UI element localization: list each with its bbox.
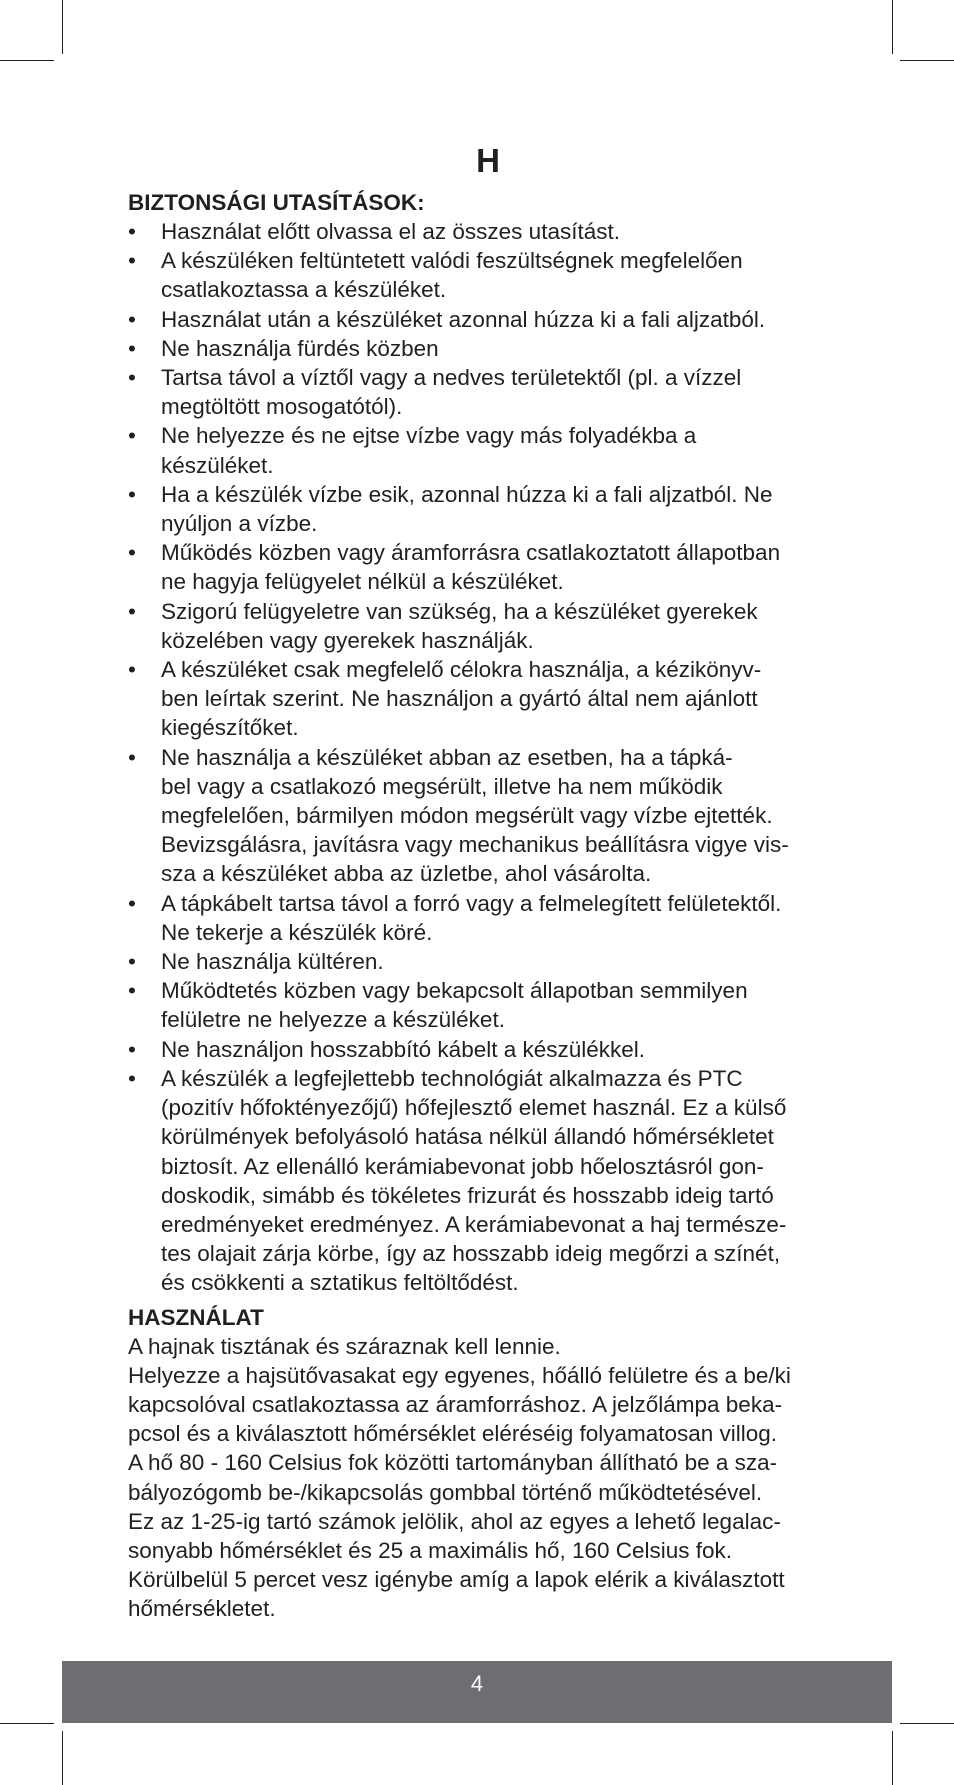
usage-line: sonyabb hőmérséklet és 25 a maximális hő, 160 Celsius fok.	[128, 1537, 733, 1563]
usage-paragraph	[128, 1332, 828, 1624]
usage-line: Körülbelül 5 percet vesz igénybe amíg a lapok elérik a kiválasztott	[128, 1567, 785, 1593]
safety-item-line: Működtetés közben vagy bekapcsolt állapotban semmilyen	[161, 978, 748, 1004]
safety-list-item	[128, 1035, 828, 1064]
usage-line: pcsol és a kiválasztott hőmérséklet eléréséig folyamatosan villog.	[128, 1421, 778, 1447]
safety-item-line: A készüléket csak megfelelő célokra használja, a kézikönyv-	[161, 657, 762, 683]
usage-line: A hajnak tisztának és száraznak kell lennie.	[128, 1333, 561, 1359]
bullet-icon: •	[128, 423, 136, 449]
bullet-icon: •	[128, 335, 136, 361]
page-footer	[62, 1661, 892, 1723]
safety-list-item	[128, 421, 828, 479]
safety-item-line: (pozitív hőfoktényezőjű) hőfejlesztő elemet használ. Ez a külső	[161, 1095, 787, 1121]
safety-list-item	[128, 743, 828, 889]
safety-item-line: A készüléken feltüntetett valódi feszültségnek megfelelően	[161, 248, 743, 274]
safety-list-item	[128, 538, 828, 596]
safety-item-line: és csökkenti a sztatikus feltöltődést.	[161, 1270, 519, 1296]
safety-item-line: Ne használja a készüléket abban az esetben, ha a tápká-	[161, 744, 733, 770]
usage-line: Helyezze a hajsütővasakat egy egyenes, hőálló felületre és a be/ki	[128, 1362, 791, 1388]
crop-mark	[892, 0, 893, 54]
crop-mark	[62, 1731, 63, 1785]
safety-item-line: csatlakoztassa a készüléket.	[161, 277, 447, 303]
safety-list-item	[128, 947, 828, 976]
crop-mark	[892, 1731, 893, 1785]
usage-line: kapcsolóval csatlakoztassa az áramforráshoz. A jelzőlámpa beka-	[128, 1391, 783, 1417]
safety-list-item	[128, 655, 828, 743]
safety-item-line: nyúljon a vízbe.	[161, 511, 318, 537]
safety-list-item	[128, 246, 828, 304]
page-number: 4	[470, 1671, 484, 1696]
safety-item-line: közelében vagy gyerekek használják.	[161, 627, 534, 653]
safety-item-line: Ha a készülék vízbe esik, azonnal húzza ki a fali aljzatból. Ne	[161, 481, 773, 507]
safety-item-line: Használat után a készüléket azonnal húzza ki a fali aljzatból.	[161, 306, 766, 332]
safety-item-line: ne hagyja felügyelet nélkül a készüléket.	[161, 569, 564, 595]
safety-item-line: körülmények befolyásoló hatása nélkül állandó hőmérsékletet	[161, 1124, 774, 1150]
bullet-icon: •	[128, 219, 136, 244]
safety-item-line: felületre ne helyezze a készüléket.	[161, 1007, 505, 1033]
crop-mark	[0, 1723, 54, 1724]
safety-list-item	[128, 363, 828, 421]
bullet-icon: •	[128, 949, 136, 975]
safety-item-line: doskodik, simább és tökéletes frizurát és hosszabb ideig tartó	[161, 1182, 774, 1208]
safety-list-item	[128, 597, 828, 655]
bullet-icon: •	[128, 657, 136, 683]
safety-list-item	[128, 217, 828, 246]
bullet-icon: •	[128, 540, 136, 566]
crop-mark	[62, 0, 63, 54]
safety-item-line: A készülék a legfejlettebb technológiát alkalmazza és PTC	[161, 1065, 743, 1091]
usage-line: Ez az 1-25-ig tartó számok jelölik, ahol az egyes a lehető legalac-	[128, 1508, 781, 1534]
bullet-icon: •	[128, 365, 136, 391]
safety-item-line: A tápkábelt tartsa távol a forró vagy a felmelegített felületektől.	[161, 890, 782, 916]
safety-list-item	[128, 305, 828, 334]
safety-item-line: készüléket.	[161, 452, 274, 478]
safety-item-line: tes olajait zárja körbe, így az hosszabb ideig megőrzi a színét,	[161, 1241, 781, 1267]
safety-item-line: Ne helyezze és ne ejtse vízbe vagy más folyadékba a	[161, 423, 697, 449]
safety-list-item	[128, 1064, 828, 1298]
crop-mark	[900, 60, 954, 61]
usage-line: A hő 80 - 160 Celsius fok közötti tartományban állítható be a sza-	[128, 1450, 778, 1476]
safety-list-item	[128, 334, 828, 363]
bullet-icon: •	[128, 248, 136, 274]
bullet-icon: •	[128, 598, 136, 624]
safety-list-item	[128, 480, 828, 538]
safety-item-line: Ne használja fürdés közben	[161, 335, 439, 361]
safety-list-item	[128, 889, 828, 947]
usage-line: bályozógomb be-/kikapcsolás gombbal történő működtetésével.	[128, 1479, 763, 1505]
bullet-icon: •	[128, 1065, 136, 1091]
safety-item-line: Ne használjon hosszabbító kábelt a készülékkel.	[161, 1036, 646, 1062]
safety-item-line: sza a készüléket abba az üzletbe, ahol vásárolta.	[161, 861, 652, 887]
safety-item-line: Ne használja kültéren.	[161, 949, 384, 975]
crop-mark	[0, 60, 54, 61]
safety-item-line: Tartsa távol a víztől vagy a nedves területektől (pl. a vízzel	[161, 365, 742, 391]
page-content	[128, 134, 828, 1624]
safety-item-line: Működés közben vagy áramforrásra csatlakoztatott állapotban	[161, 540, 781, 566]
bullet-icon: •	[128, 744, 136, 770]
usage-heading: HASZNÁLAT	[128, 1304, 264, 1330]
safety-item-line: kiegészítőket.	[161, 715, 299, 741]
safety-item-line: Szigorú felügyeletre van szükség, ha a készüléket gyerekek	[161, 598, 758, 624]
safety-item-line: bel vagy a csatlakozó megsérült, illetve ha nem működik	[161, 773, 723, 799]
safety-list-item	[128, 976, 828, 1034]
safety-item-line: Bevizsgálásra, javításra vagy mechanikus beállításra vigye vis-	[161, 832, 789, 858]
bullet-icon: •	[128, 890, 136, 916]
safety-heading: BIZTONSÁGI UTASÍTÁSOK:	[128, 190, 425, 215]
safety-item-line: Használat előtt olvassa el az összes utasítást.	[161, 219, 620, 244]
safety-instructions-list	[128, 217, 828, 1298]
usage-line: hőmérsékletet.	[128, 1596, 276, 1622]
language-marker: H	[476, 142, 500, 179]
safety-item-line: ben leírtak szerint. Ne használjon a gyártó által nem ajánlott	[161, 686, 758, 712]
crop-mark	[900, 1723, 954, 1724]
safety-item-line: eredményeket eredményez. A kerámiabevonat a haj természe-	[161, 1211, 787, 1237]
bullet-icon: •	[128, 978, 136, 1004]
bullet-icon: •	[128, 481, 136, 507]
safety-item-line: megfelelően, bármilyen módon megsérült vagy vízbe ejtették.	[161, 803, 773, 829]
bullet-icon: •	[128, 306, 136, 332]
safety-item-line: Ne tekerje a készülék köré.	[161, 919, 433, 945]
safety-item-line: biztosít. Az ellenálló kerámiabevonat jobb hőelosztásról gon-	[161, 1153, 764, 1179]
safety-item-line: megtöltött mosogatótól).	[161, 394, 403, 420]
bullet-icon: •	[128, 1036, 136, 1062]
